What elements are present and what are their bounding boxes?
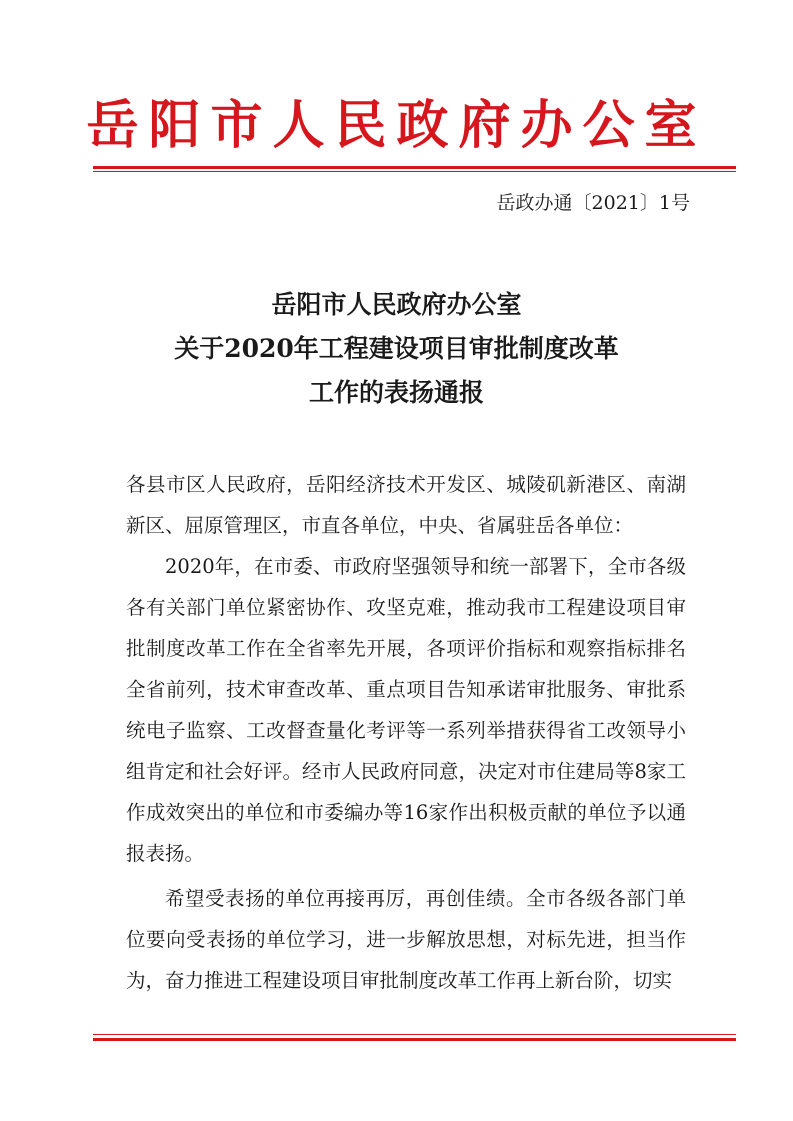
title-line-3: 工作的表扬通报 — [308, 378, 484, 407]
office-letterhead-title: 岳阳市人民政府办公室 — [86, 95, 707, 156]
letterhead-rule-thick — [93, 166, 736, 169]
letterhead-rule-thin — [93, 171, 736, 172]
footer-rule-thin — [93, 1034, 736, 1035]
salutation: 各县市区人民政府，岳阳经济技术开发区、城陵矶新港区、南湖新区、屈原管理区，市直各单位，中央、省属驻岳各单位： — [126, 473, 686, 537]
title-line-2: 关于2020年工程建设项目审批制度改革 — [174, 334, 619, 363]
body-paragraph-1: 2020年，在市委、市政府坚强领导和统一部署下，全市各级各有关部门单位紧密协作、攻坚克难，推动我市工程建设项目审批制度改革工作在全省率先开展，各项评价指标和观察指标排名全省前列，技术审查改革、重点项目告知承诺审批服务、审批系统电子监察、工改督查量化考评等一系列举措获得省工改领导小组肯定和社会好评。经市人民政府同意，决定对市住建局等8家工作成效突出的单位和市委编办等16家作出积极贡献的单位予以通报表扬。 — [126, 555, 686, 865]
footer-rule-thick — [93, 1038, 736, 1041]
title-line-1: 岳阳市人民政府办公室 — [271, 290, 522, 319]
document-number: 岳政办通〔2021〕1号 — [496, 192, 690, 214]
document-body — [126, 464, 686, 1001]
body-paragraph-2: 希望受表扬的单位再接再厉，再创佳绩。全市各级各部门单位要向受表扬的单位学习，进一步解放思想，对标先进，担当作为，奋力推进工程建设项目审批制度改革工作再上新台阶，切实 — [126, 887, 686, 992]
document-title — [0, 283, 793, 415]
